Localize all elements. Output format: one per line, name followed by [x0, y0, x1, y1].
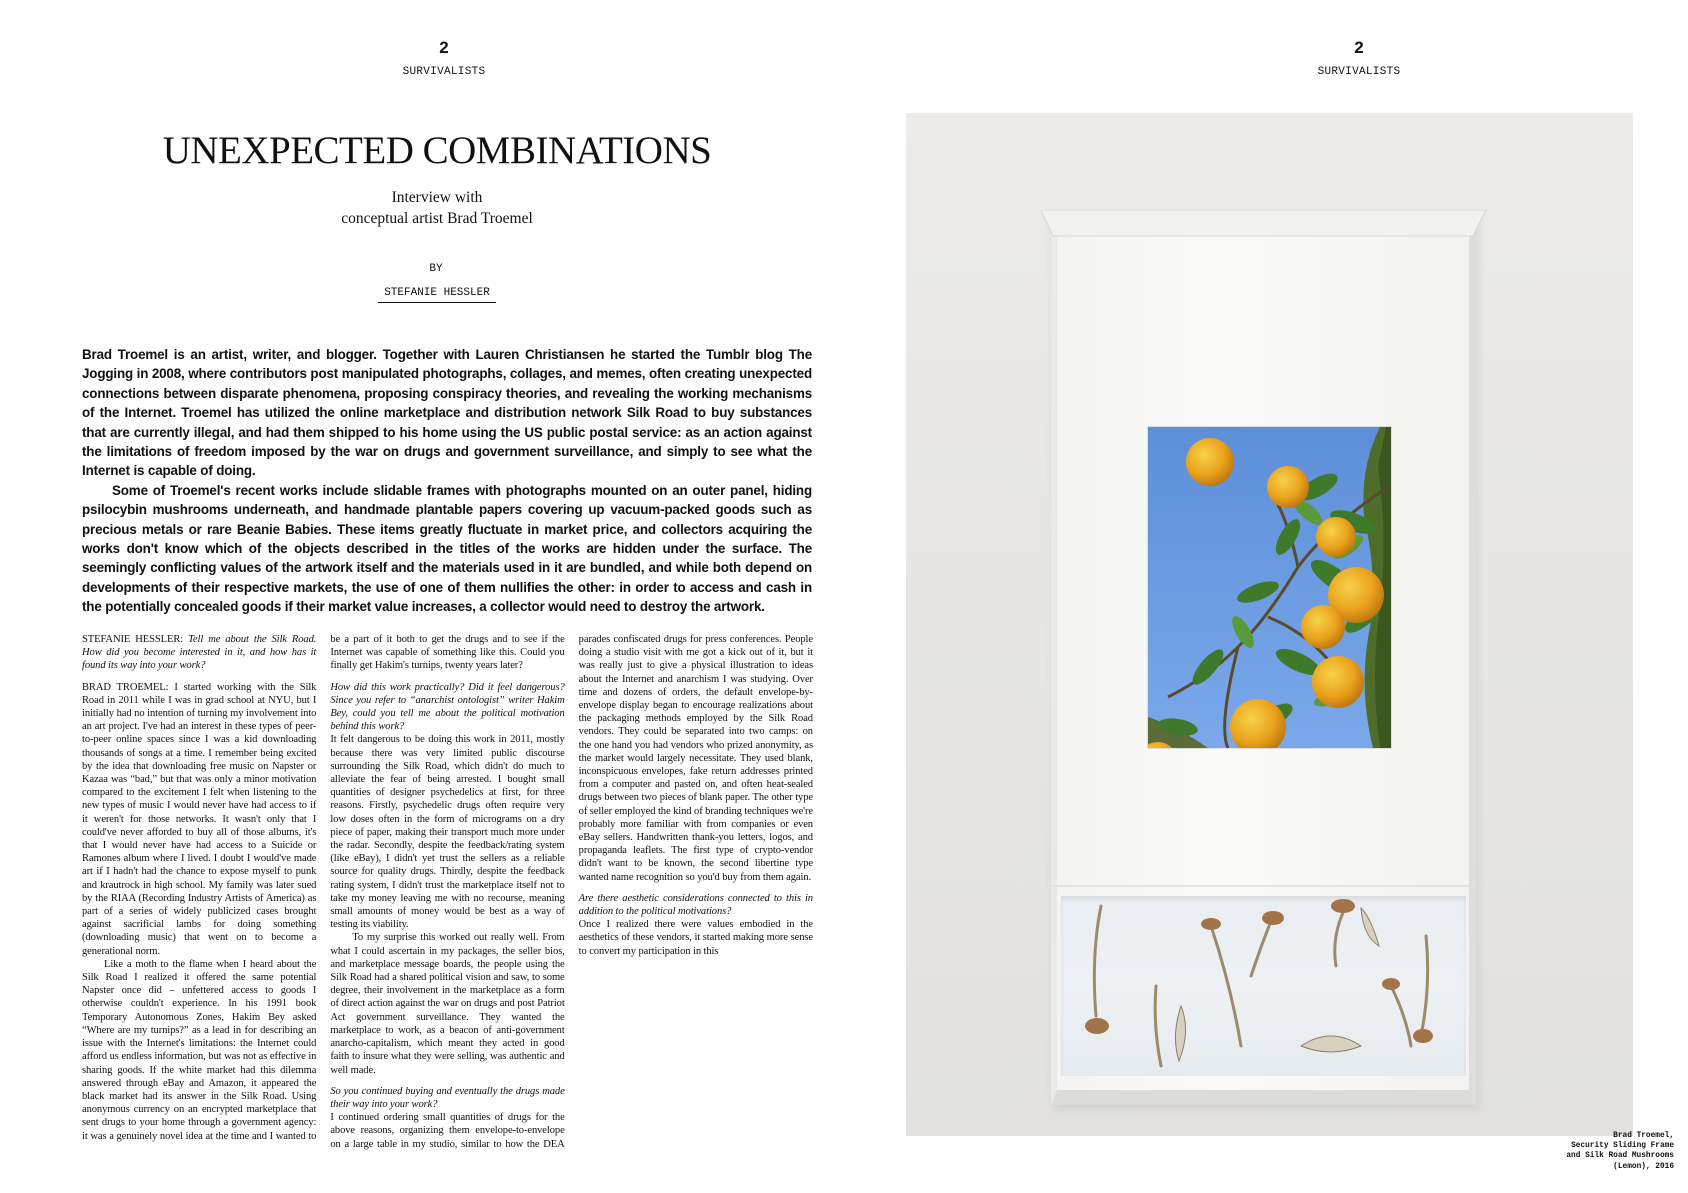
frame-top-lip: [1041, 210, 1486, 238]
sliding-frame: [1051, 210, 1476, 1105]
answer-paragraph: Once I realized there were values embodied in the aesthetics of these vendors, it started making more sense to convert my participation in this: [578, 919, 813, 957]
mushroom-drawer: [1061, 896, 1466, 1076]
question-paragraph: How did this work practically? Did it feel dangerous? Since you refer to “anarchist ontologist” writer Hakim Bey, could you tell me about the political motivation behind this work?: [330, 681, 565, 733]
artwork-photograph: [906, 113, 1633, 1136]
lemon-branch-image: [1148, 427, 1391, 748]
question-paragraph: Are there aesthetic considerations connected to this in addition to the political motivations?: [578, 892, 813, 918]
answer-text: I started working with the Silk Road in 2011 while I was in grad school at NYU, but I initially had no intention of turning my involvement into an art project. I've had an interest in these types of peer-to-peer online spaces since I was a kid downloading thousands of songs at a time. I remember being excited by the idea that downloading free music on Napster or Kazaa was “bad,” but that was only a minor motivation compared to the excitement I felt when listening to the new types of music I would never have had access to if it weren't for those networks. It wasn't only that I could've never afforded to buy all of those albums, it's that I would never have had access to a Suicide or Ramones album where I lived. I doubt I would've made art if I hadn't had the chance to expose myself to punk and krautrock in high school. My family was later sued by the RIAA (Recording Industry Artists of America) as part of a series of widely publicized cases brought against sacrificial lambs for doing something (downloading music) that went on to become a generational norm.: [82, 681, 317, 957]
orange-tree-print: [1148, 427, 1391, 748]
section-label: SURVIVALISTS: [1317, 66, 1401, 78]
lede-paragraph: Some of Troemel's recent works include slidable frames with photographs mounted on an outer panel, hiding psilocybin mushrooms underneath, and handmade plantable papers covering up vacuum-packed goods such as precious metals or rare Beanie Babies. These items greatly fluctuate in market price, and collectors acquiring the works don't know which of the objects described in the titles of the works are hidden under the surface. The seemingly conflicting values of the artwork itself and the materials used in it are bundled, and while both depend on developments of their respective markets, the use of one of them nullifies the other: in order to access and cash in the potentially concealed goods if their market value increases, a collector would need to destroy the artwork.: [82, 482, 812, 615]
caption-line: Security Sliding Frame: [1571, 1142, 1674, 1151]
article-title: UNEXPECTED COMBINATIONS: [162, 129, 712, 172]
question-text: Tell me about the Silk Road. How did you become interested in it, and how has it found its way into your work?: [82, 634, 317, 672]
section-label: SURVIVALISTS: [402, 66, 486, 78]
article-lede: [82, 345, 812, 617]
mushrooms-image: [1061, 896, 1466, 1076]
photo-caption: [1484, 1131, 1674, 1172]
lede-paragraph: Brad Troemel is an artist, writer, and blogger. Together with Lauren Christiansen he started the Tumblr blog The Jogging in 2008, where contributors post manipulated photographs, collages, and memes, often creating unexpected connections between disparate phenomena, proposing conspiracy theories, and revealing the working mechanisms of the Internet. Troemel has utilized the online marketplace and distribution network Silk Road to buy substances that are currently illegal, and had them shipped to his home using the US public postal service: as an action against the limitations of freedom imposed by the war on drugs and government surveillance, and simply to see what the Internet is capable of doing.: [82, 347, 812, 479]
subtitle-line: Interview with: [391, 189, 483, 206]
right-page: [844, 0, 1688, 1193]
answer-paragraph: I continued ordering small quantities of drugs for the above reasons, organizing them envelope-to-envelope on a large table in my studio, similar to how the DEA parades confiscated drugs for press conferences. People doing a studio visit with me got a kick out of it, but it was really just to give a physical illustration to ideas about the Internet and anarchism I was studying. Over time and dozens of orders, the default envelope-by-envelope display began to encourage realizations about the packaging methods employed by the Silk Road vendors. They could be separated into two camps: on the one hand you had vendors who prized anonymity, as the market would largely necessitate. They used blank, inconspicuous envelopes, fake return addresses printed from a computer and pasted on, and often heat-sealed drugs between two pieces of blank paper. The other type of seller employed the kind of branding techniques we're probably more familiar with from companies or even eBay sellers. Handwritten thank-you letters, logos, and propaganda leaflets. The first type of crypto-vendor didn't want to be known, the second libertine type wanted name recognition so you'd buy from them again.: [330, 634, 813, 1150]
caption-line: Brad Troemel,: [1613, 1132, 1674, 1140]
page-number: 2: [439, 38, 449, 57]
article-subtitle: [242, 187, 632, 229]
subtitle-line: conceptual artist Brad Troemel: [341, 210, 533, 227]
page-number: 2: [1354, 38, 1364, 57]
caption-line: (Lemon), 2016: [1613, 1162, 1674, 1171]
question-paragraph: [82, 633, 316, 673]
caption-line: and Silk Road Mushrooms: [1566, 1152, 1674, 1161]
answer-paragraph: Like a moth to the flame when I heard about the Silk Road I realized it offered the same potential Napster once did – unfettered access to goods I otherwise couldn't experience. In his 1991 book Temporary Autonomous Zones, Hakim Bey asked “Where are my turnips?” as a lead in for describing an issue with the Internet's limitations: the Internet could afford us endless information, but was not as effective in sharing goods. If the white market had this dilemma answered through eBay and Amazon, it appeared the black market had its answer in the Silk Road. Using anonymous currency on an encrypted marketplace that sent drugs to your home through a government agency: it was a genuinely novel idea at the time and I wanted to be a part of it both to get the drugs and to see if the Internet was capable of something like this. Could you finally get Hakim's turnips, twenty years later?: [82, 634, 565, 1142]
speaker-name: BRAD TROEMEL:: [82, 681, 169, 693]
question-paragraph: So you continued buying and eventually the drugs made their way into your work?: [330, 1085, 565, 1110]
answer-paragraph: It felt dangerous to be doing this work in 2011, mostly because there was very limited public discourse surrounding the Silk Road, which didn't do much to alleviate the fear of being arrested. I bought small quantities of designer psychedelics at first, for three reasons. Firstly, psychedelic drugs often require very low doses often in the form of micrograms on a dry piece of paper, making their transport much more under the radar. Secondly, despite the feedback/rating system (like eBay), I didn't yet trust the sellers as a reliable source for quality drugs. Thirdly, despite the feedback rating system, I didn't trust the marketplace itself not to take my money leaving me with no recourse, meaning small amounts of money would be best as a way of testing its viability.: [330, 734, 565, 931]
answer-paragraph: To my surprise this worked out really well. From what I could ascertain in my packages, the seller bios, and marketplace message boards, the people using the Silk Road had a shared political vision and saw, to some degree, their involvement in the marketplace as a form of direct action against the war on drugs and post Patriot Act government surveillance. They wanted the marketplace to work, as a beacon of anti-government anarcho-capitalism, which meant they acted in good faith to insure what they were selling, was authentic and well made.: [330, 932, 565, 1076]
byline-author: STEFANIE HESSLER: [378, 287, 496, 303]
answer-paragraph: [82, 681, 316, 958]
interview-body: [82, 633, 813, 1153]
speaker-name: STEFANIE HESSLER:: [82, 634, 184, 645]
byline-by: BY: [429, 263, 443, 275]
